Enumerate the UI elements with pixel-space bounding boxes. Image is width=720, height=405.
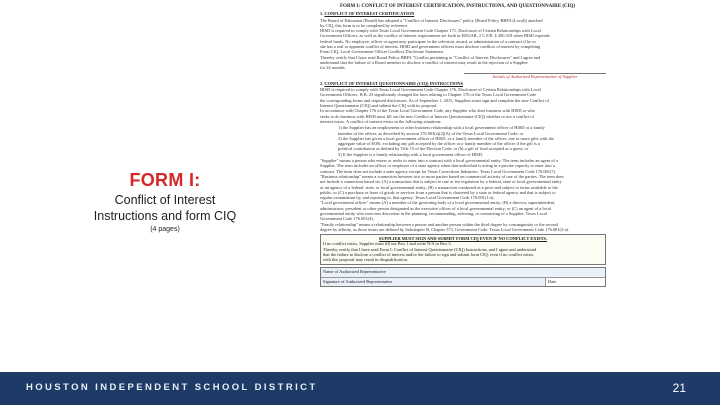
section-2-text <box>320 87 606 124</box>
form-title: FORM I: <box>129 170 201 190</box>
text-line: degree by affinity, as those terms are defined by Subchapter B, Chapter 573, Government Code. Texas Local Government Code 176.001(2-a). <box>320 226 570 232</box>
text-line: "Family relationship" means a relationship between a person and another person within the third degree by consanguinity or the second <box>320 221 558 227</box>
text-line: by CIQ, this form is to be completed by reference. <box>320 22 409 28</box>
text-line: "Supplier" means a person who enters or seeks to enter into a contract with a local governmental entity. The term includes an agent of a <box>320 158 558 164</box>
text-line: governmental entity who exercises discretion in the planning, recommending, selecting, or contracting of a Supplier. Texas Local <box>320 210 547 216</box>
text-line: federal funds. No employee, officer or agent may participate in the selection, award, or administration of a contract if he or <box>320 38 536 44</box>
section-2 <box>320 81 606 232</box>
section-1 <box>320 11 606 70</box>
text-line: seeks to do business with HISD must fill out the new Conflict of Interest Questionnaire (CIQ) whether or not a conflict of <box>320 113 535 119</box>
date-field[interactable]: Date <box>545 278 605 286</box>
form-pages-note: (4 pages) <box>150 226 180 233</box>
text-line: In accordance with Chapter 176 of the Texas Local Government Code, any Supplier who does business with HISD or who <box>320 108 535 114</box>
list-item: 1) the Supplier has an employment or other business relationship with a local government officer of HISD or a family <box>338 125 545 131</box>
text-line: she has a real or apparent conflict of interest. HISD and government officers must disclose conflicts of interest by completing <box>320 44 541 50</box>
name-of-representative-field[interactable]: Name of Authorized Representative <box>321 268 605 277</box>
page-number: 21 <box>672 381 686 395</box>
signature-table <box>320 267 606 287</box>
conflict-situations-list <box>320 125 606 157</box>
text-line: If no conflict exists, Supplier must fill out Box 1 and write N/A in Box 3. <box>323 241 452 247</box>
document-header: FORM I: CONFLICT OF INTEREST CERTIFICATION, INSTRUCTIONS, AND QUESTIONNAIRE (CIQ) <box>340 4 576 9</box>
section-1-number: 1. <box>320 11 324 17</box>
text-line: administrator, president or other person designated as the executive officer of a local governmental entity; or (C) an agent of a local <box>320 205 551 211</box>
list-item: political contribution as defined by Title 15 of the Election Code, or (b) a gift of food accepted as a guest; or <box>338 146 529 152</box>
text-line: Government Officers, as well as the conflict of interest requirements set forth in EDGAR, 2 C.F.R. § 200.318 when HISD expends <box>320 33 550 39</box>
text-line: Thereby certify that I have read Form I: Conflict of Interest Questionnaire (CIQ) Instructions, and I agree and understand <box>323 246 536 252</box>
text-line: "Business relationship" means a connection between two or more parties based on commercial activity of one of the parties. The term does <box>320 173 564 179</box>
section-2-number: 2. <box>320 80 324 86</box>
district-name: HOUSTON INDEPENDENT SCHOOL DISTRICT <box>26 382 318 393</box>
text-line: not include a connection based on: (A) a transaction that is subject to rate or fee regulation by a federal, state or local governmental entity <box>320 179 562 185</box>
definitions-text <box>320 158 606 232</box>
text-line: with this proposal may result in disqualification. <box>323 257 408 263</box>
signature-row-signature <box>321 277 605 286</box>
list-item: 2) the Supplier has given a local government officer of HISD, or a family member of the officer, one or more gifts with the <box>338 135 554 141</box>
text-line: Government Officers. H.B. 23 significantly changed the laws relating to Chapter 176 of the Texas Local Government Code <box>320 92 537 98</box>
text-line: public; or (C) a purchase or lease of goods or services from a person that is chartered by a state or federal agency and that is subject to <box>320 189 556 195</box>
form-subtitle-line2: Instructions and form CIQ <box>93 209 237 223</box>
text-line: the corresponding forms and required disclosures. As of September 1, 2015, Suppliers must sign and complete the new Conflict of <box>320 97 550 103</box>
text-line: contract. The term does not include a state agency except for Texas Corrections Industries. Texas Local Government Code 176.001(7). <box>320 168 557 174</box>
document-page <box>304 0 616 390</box>
section-1-text <box>320 18 606 71</box>
text-line: Supplier. The term includes an officer or employee of a state agency when that individual is acting in a private capacity to enter into a <box>320 163 555 169</box>
text-line: understand that the failure of a Board member to disclose a conflict of interest may result in the rejection of a Supplier <box>320 59 528 65</box>
form-subtitle-line1: Conflict of Interest <box>114 193 216 207</box>
text-line: "Local government officer" means (A) a member of the governing body of a local governmental entity; (B) a director, superintendent, <box>320 200 556 206</box>
text-line: for 24 months. <box>320 65 346 71</box>
footer-bar <box>0 372 720 405</box>
text-line: that the failure to disclose a conflict of interest and/or the failure to sign and submit form CIQ, even if no conflict exists, <box>323 252 535 258</box>
list-item: aggregate value of $100, excluding any gift accepted by the officer or a family member of the officer if the gift is a <box>338 141 540 147</box>
signature-requirement-title: SUPPLIER MUST SIGN AND SUBMIT FORM CIQ EVEN IF NO CONFLICT EXISTS. <box>378 236 548 242</box>
text-line: Interest Questionnaire (CIQ) and submit the CIQ with its proposal. <box>320 103 438 109</box>
signature-of-representative-field[interactable]: Signature of Authorized Representative <box>321 278 545 286</box>
text-line: or an agency of a federal, state, or local governmental entity; (B) a transaction conducted at a price and subject to terms available to the <box>320 184 558 190</box>
list-item: member of the officer, as described by section 176.003(a)(2)(A) of the Texas Local Government Code; or <box>338 130 524 136</box>
signature-requirement-box <box>320 234 606 264</box>
initials-signature-line: Initials of Authorized Representative of Supplier <box>464 73 606 79</box>
list-item: 3) If the Supplier is a family relationship with a local government officer of HISD. <box>338 151 484 157</box>
text-line: HISD is required to comply with Texas Local Government Code Chapter 176, Disclosure of Certain Relationships with Local <box>320 87 541 93</box>
signature-row-name <box>321 268 605 277</box>
form-title-block <box>30 170 300 233</box>
text-line: Form CIQ, Local Government Officer Conflicts Disclosure Statement. <box>320 49 444 55</box>
text-line: Thereby certify that I have read Board Policy BBFA "Conflict pertaining to "Conflict of Interest Disclosures" and I agree and <box>320 54 541 60</box>
text-line: interest exists. A conflict of interest exists in the following situations: <box>320 118 442 124</box>
text-line: The Board of Education (Board) has adopted a "Conflict of Interest Disclosures" policy (Board Policy BBFA (Local)) attached <box>320 17 543 23</box>
section-2-title: CONFLICT OF INTEREST QUESTIONNAIRE (CIQ) INSTRUCTIONS <box>324 80 464 86</box>
text-line: regular examination by, and reporting to, that agency. Texas Local Government Code 176.001(1-a). <box>320 195 495 201</box>
section-1-title: CONFLICT OF INTEREST CERTIFICATION <box>324 11 415 17</box>
text-line: Government Code 176.001(4). <box>320 216 374 222</box>
text-line: HISD is required to comply with Texas Local Government Code Chapter 171, Disclosure of Certain Relationships with Local <box>320 28 541 34</box>
